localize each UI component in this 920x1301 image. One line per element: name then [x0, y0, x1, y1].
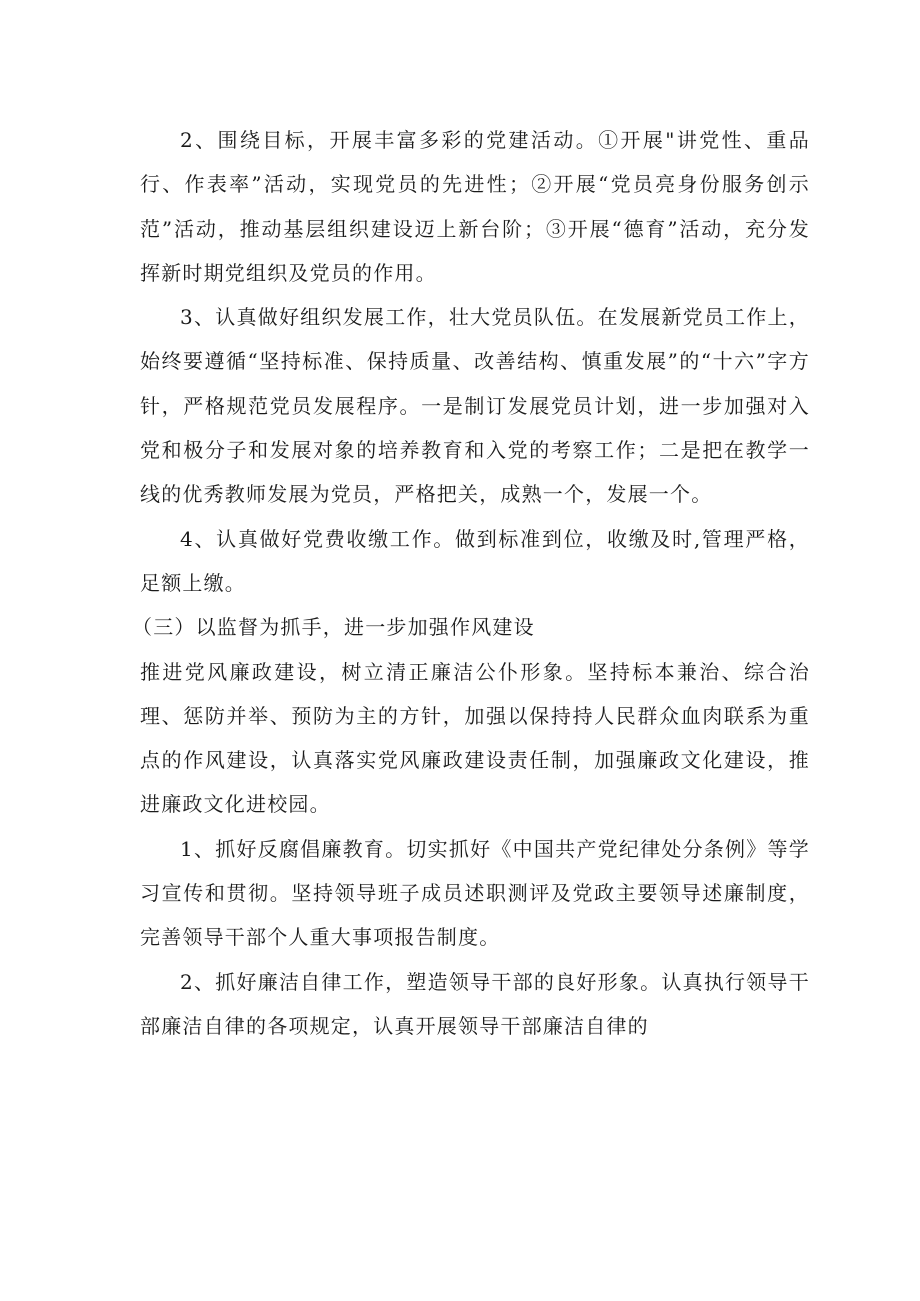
document-body — [132, 118, 810, 1048]
paragraph-member-development: 3、认真做好组织发展工作，壮大党员队伍。在发展新党员工作上，始终要遵循“坚持标准、保持质量、改善结构、慎重发展”的“十六”字方针，严格规范党员发展程序。一是制订发展党员计划，进一步加强对入党和极分子和发展对象的培养教育和入党的考察工作；二是把在教学一线的优秀教师发展为党员，严格把关，成熟一个，发展一个。 — [140, 305, 810, 507]
section-heading: （三）以监督为抓手，进一步加强作风建设 — [132, 615, 535, 640]
paragraph-self-discipline: 2、抓好廉洁自律工作，塑造领导干部的良好形象。认真执行领导干部廉洁自律的各项规定，认真开展领导干部廉洁自律的 — [140, 969, 810, 1038]
paragraph-party-activities: 2、围绕目标，开展丰富多彩的党建活动。①开展"讲党性、重品行、作表率”活动，实现党员的先进性；②开展“党员亮身份服务创示范”活动，推动基层组织建设迈上新台阶；③开展“德育”活动，充分发挥新时期党组织及党员的作用。 — [140, 128, 810, 285]
paragraph-anti-corruption-education: 1、抓好反腐倡廉教育。切实抓好《中国共产党纪律处分条例》等学习宣传和贯彻。坚持领导班子成员述职测评及党政主要领导述廉制度，完善领导干部个人重大事项报告制度。 — [140, 836, 810, 950]
section-intro: 推进党风廉政建设，树立清正廉洁公仆形象。坚持标本兼治、综合治理、惩防并举、预防为主的方针，加强以保持持人民群众血肉联系为重点的作风建设，认真落实党风廉政建设责任制，加强廉政文化建设，推进廉政文化进校园。 — [140, 659, 810, 817]
paragraph-party-dues: 4、认真做好党费收缴工作。做到标准到位，收缴及时,管理严格，足额上缴。 — [140, 526, 810, 595]
